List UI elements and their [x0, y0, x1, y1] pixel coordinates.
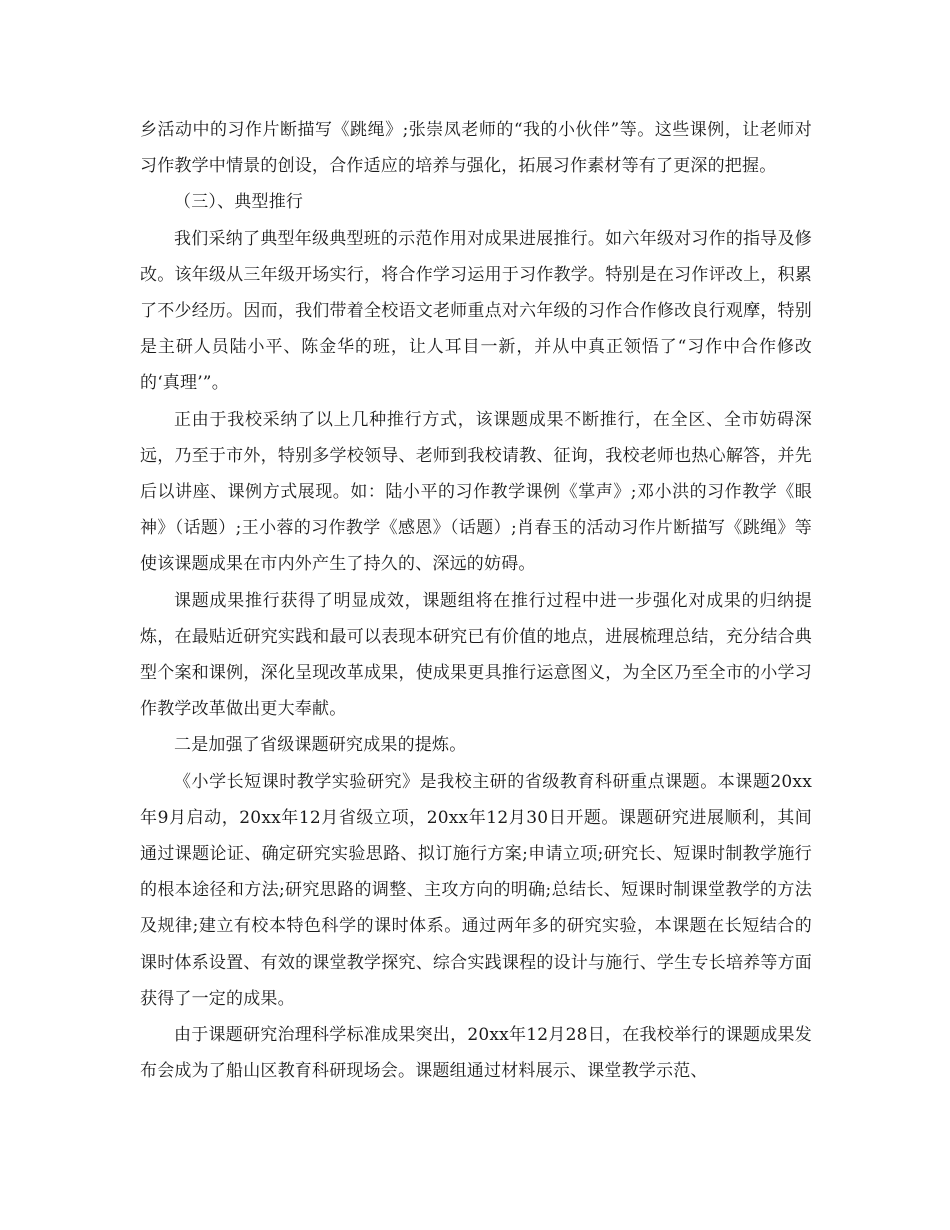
document-body	[140, 112, 812, 1089]
paragraph-1: 乡活动中的习作片断描写《跳绳》;张崇凤老师的“我的小伙伴”等。这些课例，让老师对习作教学中情景的创设，合作适应的培养与强化，拓展习作素材等有了更深的把握。	[140, 120, 812, 177]
paragraph-5: 课题成果推行获得了明显成效，课题组将在推行过程中进一步强化对成果的归纳提炼，在最贴近研究实践和最可以表现本研究已有价值的地点，进展梳理总结，充分结合典型个案和课例，深化呈现改革成果，使成果更具推行运意图义，为全区乃至全市的小学习作教学改革做出更大奉献。	[140, 590, 812, 720]
paragraph-6: 二是加强了省级课题研究成果的提炼。	[174, 735, 467, 756]
paragraph-4: 正由于我校采纳了以上几种推行方式，该课题成果不断推行，在全区、全市妨碍深远，乃至于市外，特别多学校领导、老师到我校请教、征询，我校老师也热心解答，并先后以讲座、课例方式展现。如：陆小平的习作教学课例《掌声》;邓小洪的习作教学《眼神》（话题）;王小蓉的习作教学《感恩》（话题）;肖春玉的活动习作片断描写《跳绳》等使该课题成果在市内外产生了持久的、深远的妨碍。	[140, 409, 812, 575]
paragraph-3: 我们采纳了典型年级典型班的示范作用对成果进展推行。如六年级对习作的指导及修改。该年级从三年级开场实行，将合作学习运用于习作教学。特别是在习作评改上，积累了不少经历。因而，我们带着全校语文老师重点对六年级的习作合作修改良行观摩，特别是主研人员陆小平、陈金华的班，让人耳目一新，并从中真正领悟了“习作中合作修改的‘真理’”。	[140, 228, 812, 394]
paragraph-7: 《小学长短课时教学实验研究》是我校主研的省级教育科研重点课题。本课题20xx年9月启动，20xx年12月省级立项，20xx年12月30日开题。课题研究进展顺利，其间通过课题论证、确定研究实验思路、拟订施行方案;申请立项;研究长、短课时制教学施行的根本途径和方法;研究思路的调整、主攻方向的明确;总结长、短课时制课堂教学的方法及规律;建立有校本特色科学的课时体系。通过两年多的研究实验，本课题在长短结合的课时体系设置、有效的课堂教学探究、综合实践课程的设计与施行、学生专长培养等方面获得了一定的成果。	[140, 771, 812, 1009]
paragraph-8: 由于课题研究治理科学标准成果突出，20xx年12月28日，在我校举行的课题成果发布会成为了船山区教育科研现场会。课题组通过材料展示、课堂教学示范、	[140, 1025, 812, 1082]
section-heading-typical-promotion: （三）、典型推行	[174, 192, 304, 213]
